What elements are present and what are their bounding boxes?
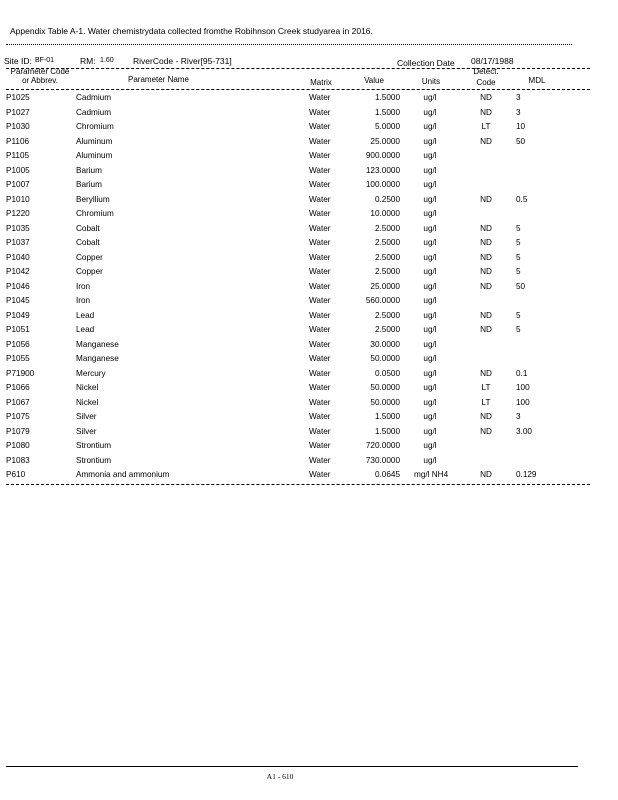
units-cell: ug/l	[423, 252, 437, 262]
matrix-cell: Water	[309, 180, 331, 189]
rm-label: RM:	[80, 56, 96, 66]
value-cell: 2.5000	[374, 252, 400, 262]
mdl-cell: 5	[516, 223, 521, 233]
parameter-name: Silver	[76, 412, 97, 421]
value-cell: 1.5000	[374, 426, 400, 436]
mdl-cell: 10	[516, 122, 526, 131]
collection-date-value: 08/17/1988	[471, 56, 514, 66]
detect-code-cell: ND	[480, 93, 492, 102]
parameter-code: P1106	[6, 136, 30, 146]
detect-code-cell: ND	[480, 325, 492, 334]
parameter-name: Lead	[76, 325, 95, 334]
rm-value: 1.60	[100, 57, 114, 64]
units-cell: ug/l	[423, 107, 437, 117]
parameter-name: Ammonia and ammonium	[76, 470, 170, 479]
river-code: RiverCode - River[95-731]	[133, 56, 232, 66]
matrix-cell: Water	[309, 267, 331, 276]
detect-code-cell: LT	[481, 122, 491, 131]
parameter-code: P1080	[6, 441, 30, 450]
units-cell: ug/l	[423, 354, 437, 363]
mdl-cell: 5	[516, 325, 521, 334]
mdl-cell: 0.1	[516, 368, 528, 378]
value-cell: 30.0000	[370, 339, 400, 349]
units-cell: ug/l	[423, 368, 437, 378]
table-row	[0, 383, 618, 398]
value-cell: 0.2500	[374, 194, 400, 204]
table-row	[0, 325, 618, 340]
units-cell: ug/l	[423, 310, 437, 320]
parameter-name: Copper	[76, 267, 103, 276]
units-cell: ug/l	[423, 209, 437, 218]
value-cell: 2.5000	[374, 238, 400, 247]
matrix-cell: Water	[309, 122, 331, 131]
parameter-name: Chromium	[76, 122, 114, 131]
parameter-name: Iron	[76, 281, 91, 291]
matrix-cell: Water	[309, 441, 331, 450]
parameter-code: P1027	[6, 107, 30, 117]
parameter-name: Cobalt	[76, 238, 100, 247]
units-cell: ug/l	[423, 397, 437, 407]
parameter-code: P1055	[6, 354, 30, 363]
table-row	[0, 282, 618, 297]
parameter-code: P1051	[6, 325, 30, 334]
table-row	[0, 93, 618, 108]
value-cell: 2.5000	[374, 310, 400, 320]
value-cell: 50.0000	[370, 354, 400, 363]
parameter-name: Manganese	[76, 354, 119, 363]
value-cell: 1.5000	[374, 93, 400, 102]
table-row	[0, 267, 618, 282]
units-cell: ug/l	[423, 455, 437, 465]
detect-code-cell: ND	[480, 470, 492, 479]
value-cell: 50.0000	[370, 383, 400, 392]
parameter-code: P610	[6, 470, 26, 479]
mdl-cell: 5	[516, 267, 521, 276]
parameter-code: P1056	[6, 339, 30, 349]
col-units: Units	[421, 77, 441, 86]
parameter-name: Nickel	[76, 397, 99, 407]
detect-code-cell: ND	[480, 223, 492, 233]
matrix-cell: Water	[309, 151, 331, 160]
table-row	[0, 253, 618, 268]
caption-divider	[6, 44, 572, 45]
units-cell: mg/l NH4	[414, 470, 449, 479]
value-cell: 2.5000	[374, 325, 400, 334]
parameter-name: Strontium	[76, 441, 112, 450]
value-cell: 720.0000	[365, 441, 400, 450]
units-cell: ug/l	[423, 296, 437, 305]
value-cell: 0.0645	[374, 470, 400, 479]
parameter-code: P1025	[6, 93, 30, 102]
detect-code-cell: ND	[480, 310, 492, 320]
data-table-body	[0, 93, 618, 485]
parameter-name: Barium	[76, 180, 102, 189]
col-name: Parameter Name	[128, 75, 189, 84]
mdl-cell: 50	[516, 281, 526, 291]
parameter-name: Beryllium	[76, 194, 110, 204]
mdl-cell: 5	[516, 252, 521, 262]
units-cell: ug/l	[423, 136, 437, 146]
value-cell: 730.0000	[365, 455, 400, 465]
table-row	[0, 441, 618, 456]
table-row	[0, 427, 618, 442]
page-number: A1 - 610	[266, 772, 294, 781]
units-cell: ug/l	[423, 281, 437, 291]
mdl-cell: 3	[516, 107, 521, 117]
parameter-code: P1030	[6, 122, 30, 131]
table-row	[0, 369, 618, 384]
parameter-name: Cadmium	[76, 107, 112, 117]
matrix-cell: Water	[309, 165, 331, 175]
mdl-cell: 3	[516, 93, 521, 102]
matrix-cell: Water	[309, 412, 331, 421]
col-detect-line2: Code	[476, 78, 496, 87]
matrix-cell: Water	[309, 368, 331, 378]
value-cell: 25.0000	[370, 281, 400, 291]
detect-code-cell: ND	[480, 238, 492, 247]
matrix-cell: Water	[309, 209, 331, 218]
value-cell: 560.0000	[365, 296, 400, 305]
value-cell: 1.5000	[374, 107, 400, 117]
parameter-code: P1066	[6, 383, 30, 392]
mdl-cell: 0.129	[516, 470, 537, 479]
parameter-code: P1010	[6, 194, 30, 204]
table-caption: Appendix Table A-1. Water chemistrydata collected fromthe Robihnson Creek studyarea in 2016.	[10, 26, 373, 36]
table-row	[0, 470, 618, 485]
detect-code-cell: ND	[480, 412, 492, 421]
parameter-code: P1105	[6, 151, 30, 160]
value-cell: 10.0000	[370, 209, 400, 218]
mdl-cell: 3.00	[516, 426, 532, 436]
footer-rule	[6, 766, 578, 767]
parameter-name: Iron	[76, 296, 91, 305]
parameter-code: P1035	[6, 223, 30, 233]
table-row	[0, 195, 618, 210]
parameter-code: P1007	[6, 180, 30, 189]
units-cell: ug/l	[423, 238, 437, 247]
mdl-cell: 0.5	[516, 194, 528, 204]
parameter-name: Chromium	[76, 209, 114, 218]
units-cell: ug/l	[423, 339, 437, 349]
matrix-cell: Water	[309, 426, 331, 436]
value-cell: 0.0500	[374, 368, 400, 378]
mdl-cell: 5	[516, 238, 521, 247]
parameter-name: Barium	[76, 165, 102, 175]
parameter-code: P71900	[6, 368, 35, 378]
parameter-name: Nickel	[76, 383, 99, 392]
table-row	[0, 354, 618, 369]
units-cell: ug/l	[423, 426, 437, 436]
value-cell: 100.0000	[365, 180, 400, 189]
parameter-code: P1005	[6, 165, 30, 175]
table-row	[0, 296, 618, 311]
col-code-line1: Parameter Code	[10, 67, 70, 76]
parameter-name: Mercury	[76, 368, 106, 378]
mdl-cell: 5	[516, 310, 521, 320]
value-cell: 2.5000	[374, 223, 400, 233]
detect-code-cell: ND	[480, 136, 492, 146]
detect-code-cell: LT	[481, 397, 491, 407]
parameter-code: P1220	[6, 209, 30, 218]
matrix-cell: Water	[309, 107, 331, 117]
mdl-cell: 100	[516, 397, 530, 407]
col-matrix: Matrix	[310, 78, 332, 87]
matrix-cell: Water	[309, 310, 331, 320]
units-cell: ug/l	[423, 267, 437, 276]
matrix-cell: Water	[309, 93, 331, 102]
detect-code-cell: LT	[481, 383, 491, 392]
parameter-name: Cadmium	[76, 93, 112, 102]
mdl-cell: 50	[516, 136, 526, 146]
matrix-cell: Water	[309, 397, 331, 407]
value-cell: 123.0000	[365, 165, 400, 175]
table-row	[0, 224, 618, 239]
parameter-code: P1067	[6, 397, 30, 407]
matrix-cell: Water	[309, 383, 331, 392]
units-cell: ug/l	[423, 151, 437, 160]
table-row	[0, 340, 618, 355]
mdl-cell: 3	[516, 412, 521, 421]
units-cell: ug/l	[423, 165, 437, 175]
parameter-name: Strontium	[76, 455, 112, 465]
table-row	[0, 166, 618, 181]
value-cell: 25.0000	[370, 136, 400, 146]
parameter-name: Aluminum	[76, 136, 113, 146]
value-cell: 900.0000	[365, 151, 400, 160]
detect-code-cell: ND	[480, 194, 492, 204]
table-row	[0, 108, 618, 123]
matrix-cell: Water	[309, 455, 331, 465]
mdl-cell: 100	[516, 383, 530, 392]
table-row	[0, 151, 618, 166]
matrix-cell: Water	[309, 325, 331, 334]
table-row	[0, 311, 618, 326]
units-cell: ug/l	[423, 412, 437, 421]
parameter-code: P1046	[6, 281, 30, 291]
table-row	[0, 412, 618, 427]
matrix-cell: Water	[309, 136, 331, 146]
detect-code-cell: ND	[480, 107, 492, 117]
detect-code-cell: ND	[480, 281, 492, 291]
units-cell: ug/l	[423, 180, 437, 189]
units-cell: ug/l	[423, 122, 437, 131]
units-cell: ug/l	[423, 93, 437, 102]
parameter-code: P1045	[6, 296, 30, 305]
units-cell: ug/l	[423, 194, 437, 204]
table-row	[0, 209, 618, 224]
parameter-name: Cobalt	[76, 223, 100, 233]
col-detect-line1: Detect.	[473, 67, 499, 76]
table-row	[0, 180, 618, 195]
matrix-cell: Water	[309, 281, 331, 291]
parameter-name: Aluminum	[76, 151, 113, 160]
parameter-code: P1040	[6, 252, 30, 262]
col-mdl: MDL	[528, 76, 546, 85]
units-cell: ug/l	[423, 441, 437, 450]
parameter-name: Manganese	[76, 339, 119, 349]
parameter-name: Copper	[76, 252, 103, 262]
col-code-line2: or Abbrev.	[22, 76, 58, 85]
units-cell: ug/l	[423, 325, 437, 334]
site-id-value: BF-01	[35, 57, 55, 64]
parameter-name: Lead	[76, 310, 95, 320]
detect-code-cell: ND	[480, 252, 492, 262]
table-row	[0, 398, 618, 413]
collection-date-label: Collection Date	[397, 58, 455, 68]
matrix-cell: Water	[309, 252, 331, 262]
matrix-cell: Water	[309, 470, 331, 479]
parameter-code: P1075	[6, 412, 30, 421]
detect-code-cell: ND	[480, 426, 492, 436]
units-cell: ug/l	[423, 383, 437, 392]
value-cell: 50.0000	[370, 397, 400, 407]
parameter-name: Silver	[76, 426, 97, 436]
table-row	[0, 137, 618, 152]
site-id-label: Site ID:	[4, 56, 32, 66]
parameter-code: P1037	[6, 238, 30, 247]
units-cell: ug/l	[423, 223, 437, 233]
matrix-cell: Water	[309, 339, 331, 349]
detect-code-cell: ND	[480, 368, 492, 378]
parameter-code: P1042	[6, 267, 30, 276]
matrix-cell: Water	[309, 194, 331, 204]
col-value: Value	[364, 76, 384, 85]
table-row	[0, 456, 618, 471]
matrix-cell: Water	[309, 223, 331, 233]
value-cell: 1.5000	[374, 412, 400, 421]
parameter-code: P1049	[6, 310, 30, 320]
matrix-cell: Water	[309, 238, 331, 247]
parameter-code: P1079	[6, 426, 30, 436]
parameter-code: P1083	[6, 455, 30, 465]
value-cell: 2.5000	[374, 267, 400, 276]
detect-code-cell: ND	[480, 267, 492, 276]
matrix-cell: Water	[309, 354, 331, 363]
value-cell: 5.0000	[374, 122, 400, 131]
table-end-divider	[6, 484, 590, 485]
table-row	[0, 238, 618, 253]
matrix-cell: Water	[309, 296, 331, 305]
table-row	[0, 122, 618, 137]
header-bottom-divider	[6, 89, 590, 90]
